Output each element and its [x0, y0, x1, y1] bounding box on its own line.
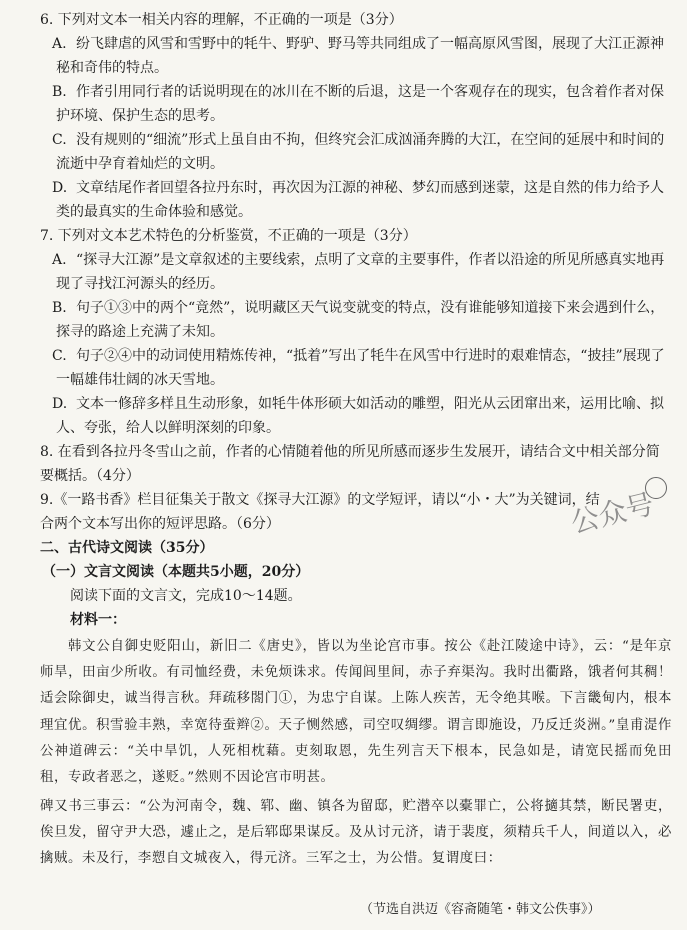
- option-letter: C.: [52, 132, 67, 148]
- question-6-option-c[interactable]: [52, 128, 668, 176]
- passage-source: （节选自洪迈《容斋随笔・韩文公佚事》）: [360, 902, 601, 917]
- question-6-option-a[interactable]: [52, 32, 668, 80]
- subsection-heading-prose: （一）文言文阅读（本题共5小题，20分）: [42, 564, 310, 580]
- passage-text: 碑又书三事云：“公为河南令，魏、郓、幽、镇各为留邸，贮潜卒以橐罪亡，公将擿其禁，断民署吏，俟旦发，留守尹大恐，遽止之，是后郓邸果谋反。及从讨元济，请于裴度，须精兵千人，间道以入，必擒贼。未及行，李愬自文城夜入，得元济。三军之士，为公惜。复谓度曰：: [40, 799, 672, 867]
- question-6-stem: 6. 下列对文本一相关内容的理解，不正确的一项是（3分）: [40, 12, 403, 28]
- watermark-text: 公众号: [567, 487, 658, 540]
- reading-instruction: 阅读下面的文言文，完成10～14题。: [70, 588, 302, 604]
- question-9: 9.《一路书香》栏目征集关于散文《探寻大江源》的文学短评，请以“小・大”为关键词，结合两个文本写出你的短评思路。（6分）: [40, 492, 600, 532]
- question-7-option-c[interactable]: [52, 344, 668, 392]
- option-letter: D.: [52, 180, 68, 196]
- option-text: 文本一修辞多样且生动形象，如牦牛体形硕大如活动的雕塑，阳光从云团窜出来，运用比喻、拟人、夸张，给人以鲜明深刻的印象。: [56, 396, 664, 436]
- question-6-option-d[interactable]: [52, 176, 668, 224]
- option-letter: D.: [52, 396, 68, 412]
- option-text: 没有规则的“细流”形式上虽自由不拘，但终究会汇成汹涌奔腾的大江，在空间的延展中和时间的流逝中孕育着灿烂的文明。: [56, 132, 665, 172]
- option-letter: B.: [52, 84, 67, 100]
- option-letter: A.: [52, 252, 67, 268]
- question-7-option-a[interactable]: [52, 248, 668, 296]
- question-8: 8. 在看到各拉丹冬雪山之前，作者的心情随着他的所见所感而逐步生发展开，请结合文中相关部分简要概括。（4分）: [40, 444, 660, 484]
- option-text: 文章结尾作者回望各拉丹东时，再次因为江源的神秘、梦幻而感到迷蒙，这是自然的伟力给予人类的最真实的生命体验和感觉。: [56, 180, 664, 220]
- question-7-stem: 7. 下列对文本艺术特色的分析鉴赏，不正确的一项是（3分）: [40, 228, 417, 244]
- option-letter: B.: [52, 300, 67, 316]
- option-letter: C.: [52, 348, 67, 364]
- option-text: 作者引用同行者的话说明现在的冰川在不断的后退，这是一个客观存在的现实，包含着作者对保护环境、保护生态的思考。: [56, 84, 664, 124]
- question-6-option-b[interactable]: [52, 80, 668, 128]
- passage-paragraph-1: 韩文公自御史贬阳山，新旧二《唐史》，皆以为坐论宫市事。按公《赴江陵途中诗》，云：“是年京师旱，田亩少所收。有司恤经费，未免烦诛求。传闻闾里间，赤子弃渠沟。我时出衢路，饿者何其稠！适会除御史，诚当得言秋。拜疏移閤门①，为忠宁自谋。上陈人疾苦，无令绝其喉。下言畿甸内，根本理宜优。积雪验丰熟，幸宽待蚕辫②。天子恻然感，司空叹绸缪。谓言即施设，乃反迁炎洲。”皇甫湜作公神道碑云：“关中旱饥，人死相枕藉。吏刻取恩，先生列言天下根本，民急如是，请宽民摇而免田租，专政者恶之，遂贬。”然则不因论宫市明甚。: [40, 639, 672, 786]
- option-letter: A.: [52, 36, 67, 52]
- question-7-option-d[interactable]: [52, 392, 668, 440]
- material-label: 材料一：: [70, 612, 126, 628]
- section-heading-classical: 二、古代诗文阅读（35分）: [40, 540, 214, 556]
- option-text: 句子①③中的两个“竟然”，说明藏区天气说变就变的特点，没有谁能够知道接下来会遇到什么，探寻的路途上充满了未知。: [56, 300, 665, 340]
- option-text: 句子②④中的动词使用精炼传神，“抵着”写出了牦牛在风雪中行进时的艰难情态，“披挂”展现了一幅雄伟壮阔的冰天雪地。: [56, 348, 665, 388]
- option-text: “探寻大江源”是文章叙述的主要线索，点明了文章的主要事件，作者以沿途的所见所感真实地再现了寻找江河源头的经历。: [56, 252, 665, 292]
- passage-paragraph-2: [40, 794, 672, 874]
- question-7-option-b[interactable]: [52, 296, 668, 344]
- option-text: 纷飞肆虐的风雪和雪野中的牦牛、野驴、野马等共同组成了一幅高原风雪图，展现了大江正源神秘和奇伟的特点。: [56, 36, 664, 76]
